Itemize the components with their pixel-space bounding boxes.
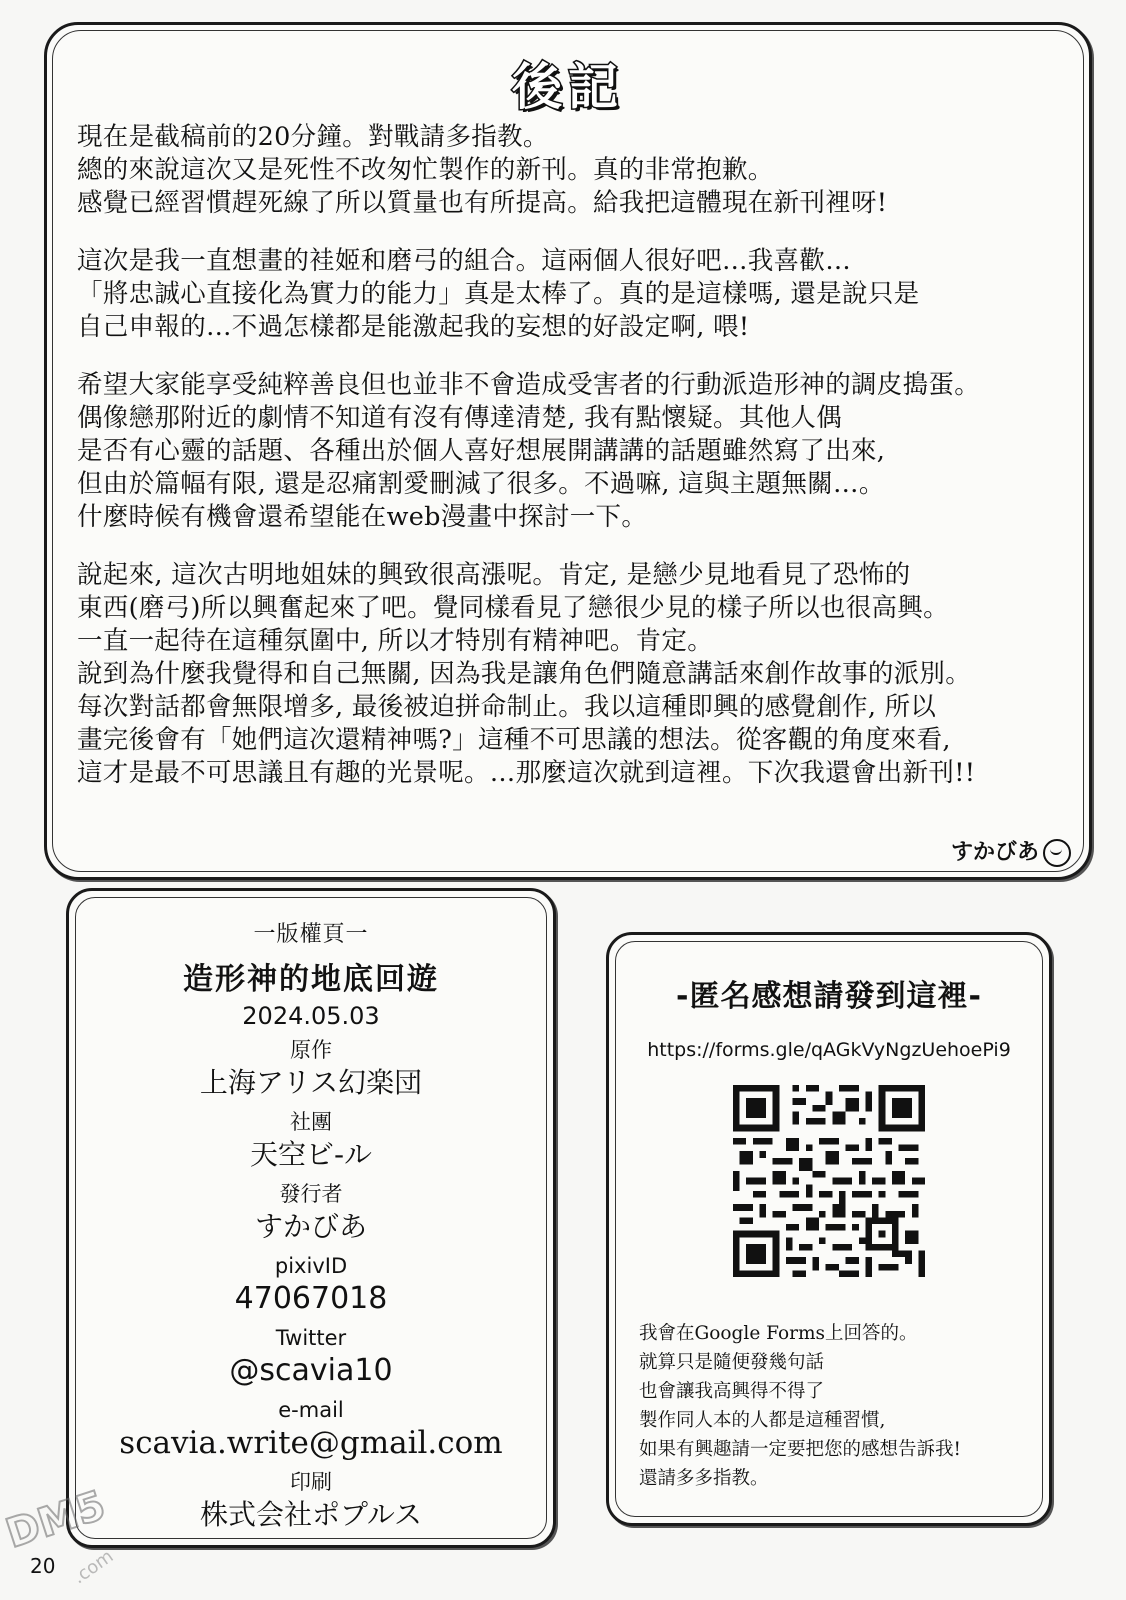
afterword-paragraph-3 — [77, 369, 1079, 534]
colophon-row-email — [69, 1396, 553, 1462]
svg-text:.com: .com — [69, 1545, 118, 1588]
colophon-row-original — [69, 1036, 553, 1102]
afterword-paragraph-1 — [77, 121, 1079, 220]
colophon-value: 株式会社ポプルス — [199, 1498, 423, 1531]
afterword-line: 說起來, 這次古明地姐妹的興致很高漲呢。肯定, 是戀少見地看見了恐怖的 — [77, 560, 911, 590]
book-title: 造形神的地底回遊 — [183, 962, 439, 997]
colophon-value: scavia.write@gmail.com — [119, 1425, 503, 1461]
afterword-body — [77, 121, 1079, 815]
feedback-url[interactable]: https://forms.gle/qAGkVyNgzUehoePi9 — [647, 1039, 1011, 1061]
afterword-line: 現在是截稿前的20分鐘。對戰請多指教。 — [77, 122, 549, 152]
feedback-line: 還請多多指教。 — [639, 1468, 769, 1489]
afterword-line: 這才是最不可思議且有趣的光景呢。…那麼這次就到這裡。下次我還會出新刊!! — [77, 758, 976, 788]
afterword-line: 東西(磨弓)所以興奮起來了吧。覺同樣看見了戀很少見的樣子所以也很高興。 — [77, 593, 949, 623]
colophon-label: 印刷 — [290, 1470, 332, 1494]
feedback-line: 就算只是隨便發幾句話 — [639, 1352, 825, 1373]
afterword-line: 自己申報的…不過怎樣都是能激起我的妄想的好設定啊, 喂! — [77, 312, 750, 342]
colophon-row-publisher — [69, 1180, 553, 1246]
colophon-label: 社團 — [290, 1110, 332, 1134]
afterword-line: 是否有心靈的話題、各種出於個人喜好想展開講講的話題雖然寫了出來, — [77, 436, 886, 466]
colophon-label: 原作 — [290, 1038, 332, 1062]
feedback-line: 製作同人本的人都是這種習慣, — [639, 1410, 886, 1431]
afterword-line: 一直一起待在這種氛圍中, 所以才特別有精神吧。肯定。 — [77, 626, 714, 656]
publication-date: 2024.05.03 — [242, 1002, 380, 1030]
feedback-title: -匿名感想請發到這裡- — [676, 979, 982, 1014]
feedback-message — [639, 1319, 1035, 1493]
feedback-panel — [606, 932, 1052, 1526]
feedback-line: 也會讓我高興得不得了 — [639, 1381, 825, 1402]
signature-text: すかびあ — [950, 840, 1039, 865]
colophon-label: 發行者 — [279, 1182, 343, 1206]
feedback-line: 如果有興趣請一定要把您的感想告訴我! — [639, 1439, 961, 1460]
afterword-line: 說到為什麼我覺得和自己無關, 因為我是讓角色們隨意講話來創作故事的派別。 — [77, 659, 972, 689]
colophon-label: pixivID — [274, 1254, 348, 1278]
afterword-line: 希望大家能享受純粹善良但也並非不會造成受害者的行動派造形神的調皮搗蛋。 — [77, 370, 981, 400]
afterword-line: 感覺已經習慣趕死線了所以質量也有所提高。給我把這體現在新刊裡呀! — [77, 188, 888, 218]
colophon-row-circle — [69, 1108, 553, 1174]
qr-code-icon[interactable] — [733, 1085, 925, 1277]
dm5-watermark-logo — [0, 1468, 160, 1588]
page-number: 20 — [30, 1554, 56, 1578]
colophon-value: すかびあ — [254, 1210, 367, 1243]
colophon-value: 天空ビ-ル — [249, 1138, 373, 1171]
afterword-line: 總的來說這次又是死性不改匆忙製作的新刊。真的非常抱歉。 — [77, 155, 774, 185]
colophon-label: Twitter — [275, 1326, 347, 1350]
colophon-row-twitter — [69, 1324, 553, 1390]
feedback-line: 我會在Google Forms上回答的。 — [639, 1323, 918, 1344]
colophon-value: 47067018 — [234, 1281, 388, 1316]
colophon-value: 上海アリス幻楽団 — [199, 1066, 423, 1099]
afterword-panel — [44, 22, 1092, 880]
afterword-line: 每次對話都會無限增多, 最後被迫拼命制止。我以這種即興的感覺創作, 所以 — [77, 692, 937, 722]
afterword-signature — [951, 835, 1071, 867]
colophon-heading: 一版權頁一 — [253, 922, 369, 947]
afterword-line: 什麼時候有機會還希望能在web漫畫中探討一下。 — [77, 502, 648, 532]
afterword-line: 偶像戀那附近的劇情不知道有沒有傳達清楚, 我有點懷疑。其他人偶 — [77, 403, 843, 433]
afterword-line: 這次是我一直想畫的袿姬和磨弓的組合。這兩個人很好吧…我喜歡… — [77, 246, 852, 276]
afterword-line: 「將忠誠心直接化為實力的能力」真是太棒了。真的是這樣嗎, 還是說只是 — [77, 279, 920, 309]
colophon-panel — [66, 888, 556, 1548]
afterword-line: 畫完後會有「她們這次還精神嗎?」這種不可思議的想法。從客觀的角度來看, — [77, 725, 951, 755]
svg-text:DM5: DM5 — [0, 1482, 111, 1558]
afterword-title: 後記 — [512, 58, 624, 116]
afterword-paragraph-2 — [77, 245, 1079, 344]
smiley-face-icon — [1043, 839, 1071, 867]
colophon-value: @scavia10 — [229, 1353, 393, 1388]
colophon-row-pixiv — [69, 1252, 553, 1318]
colophon-label: e-mail — [278, 1398, 344, 1422]
afterword-paragraph-4 — [77, 559, 1079, 790]
afterword-line: 但由於篇幅有限, 還是忍痛割愛刪減了很多。不過嘛, 這與主題無關…。 — [77, 469, 885, 499]
